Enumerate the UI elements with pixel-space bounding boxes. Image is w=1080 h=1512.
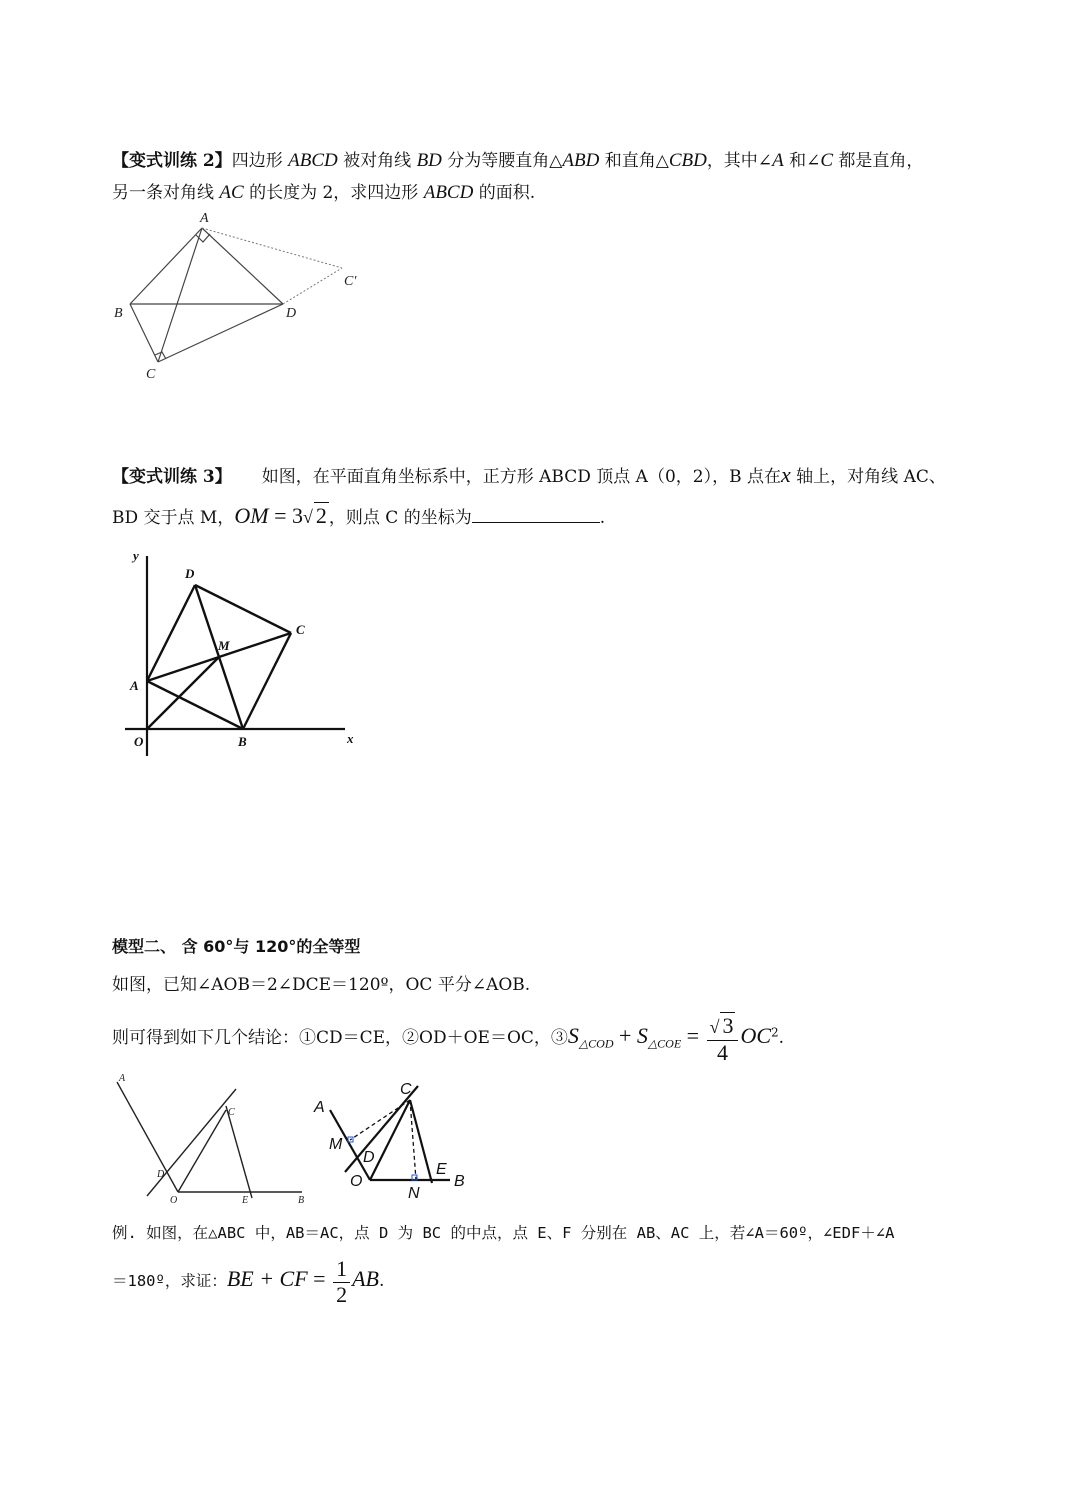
label-e: E [436,1161,447,1178]
exercise3-line1: 【变式训练 3】 如图，在平面直角坐标系中，正方形 ABCD 顶点 A（0，2），B 点在x 轴上，对角线 AC、 [112,462,946,487]
label-m: M [218,638,230,653]
label-a: A [314,1099,325,1116]
label-a: A [130,678,139,693]
label-a: A [200,211,209,226]
label-y: y [133,548,139,563]
label-e: E [242,1195,249,1206]
fraction-one-half: $\frac{1}{2}$ [333,1256,350,1307]
example-line2: ＝180º，求证：BE + CF = $\frac{1}{2}$ AB. [112,1256,385,1307]
label-n: N [408,1185,420,1202]
fraction-sqrt3-over-4: $\frac{√ 3}{4}$ [707,1012,739,1065]
label-b: B [298,1195,305,1206]
exercise2-line2: 另一条对角线 AC 的长度为 2，求四边形 ABCD 的面积. [112,182,536,203]
label-a: A [119,1073,126,1084]
label-b: B [114,306,123,321]
exercise3-tag: 【变式训练 3】 [112,467,232,487]
label-b: B [238,734,247,749]
label-c: C [400,1081,412,1098]
label-o: O [350,1173,363,1190]
label-d: D [363,1149,375,1166]
label-c: C [296,622,305,637]
example-line1: 例. 如图，在△ABC 中，AB＝AC，点 D 为 BC 的中点，点 E、F 分别在 AB、AC 上，若∠A＝60º，∠EDF＋∠A [112,1224,895,1242]
exercise2-tag: 【变式训练 2】 [112,151,232,171]
label-o: O [170,1195,178,1206]
exercise3-line2: BD 交于点 M，OM = 3√ 2 ，则点 C 的坐标为 . [112,503,606,528]
label-m: M [329,1136,343,1153]
segment-oc [370,1100,410,1180]
exercise2-line1: 【变式训练 2】四边形 ABCD 被对角线 BD 分为等腰直角△ABD 和直角△CBD，其中∠A 和∠C 都是直角， [112,150,924,171]
label-d: D [185,566,195,581]
label-o: O [134,734,144,749]
model2-line2: 则可得到如下几个结论：①CD＝CE，②OD＋OE＝OC，$③S_{\triangle COD} + S_{\triangle COE}$ = $\frac{√ 3}{4}$ $OC^2$. [112,1013,785,1065]
label-d: D [286,306,297,321]
segment-ce [410,1100,432,1183]
label-c: C [146,367,156,382]
label-x: x [347,731,354,746]
label-d: D [157,1169,165,1180]
label-c-prime: C' [344,274,357,289]
model2-line1: 如图，已知∠AOB＝2∠DCE＝120º，OC 平分∠AOB. [112,975,531,995]
model2-heading: 模型二、 含 60°与 120°的全等型 [112,937,361,956]
label-c: C [228,1107,235,1118]
label-b: B [454,1173,465,1190]
